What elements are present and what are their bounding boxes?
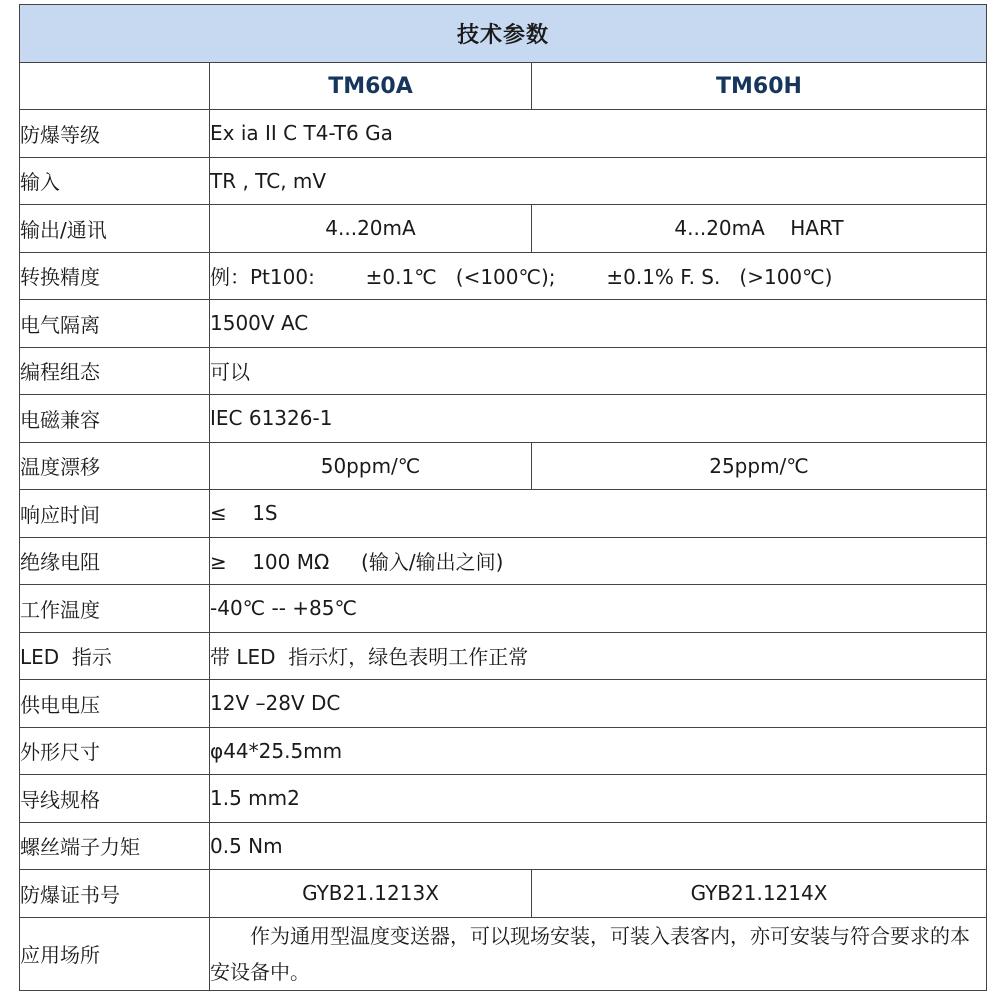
row-value: 0.5 Nm	[210, 822, 987, 870]
row-value: 例：Pt100: ±0.1℃ (<100℃); ±0.1% F. S. (>100℃)	[210, 252, 987, 300]
table-row	[20, 727, 987, 775]
row-label: 工作温度	[20, 585, 210, 633]
model-header-tm60h: TM60H	[532, 63, 987, 110]
row-value-tm60a: GYB21.1213X	[210, 870, 532, 918]
table-row	[20, 157, 987, 205]
row-value: φ44*25.5mm	[210, 727, 987, 775]
row-value: 1500V AC	[210, 300, 987, 348]
table-row	[20, 110, 987, 158]
model-header-tm60a: TM60A	[210, 63, 532, 110]
row-value-tm60a: 4...20mA	[210, 205, 532, 253]
row-value-tm60a: 50ppm/℃	[210, 442, 532, 490]
row-value: ≤ 1S	[210, 490, 987, 538]
row-value-tm60h: 25ppm/℃	[532, 442, 987, 490]
row-label: 供电电压	[20, 680, 210, 728]
row-label: 输出/通讯	[20, 205, 210, 253]
row-label: 电气隔离	[20, 300, 210, 348]
row-label: 螺丝端子力矩	[20, 822, 210, 870]
table-row	[20, 585, 987, 633]
row-value-tm60h: 4...20mA HART	[532, 205, 987, 253]
row-value: 1.5 mm2	[210, 775, 987, 823]
row-label: 温度漂移	[20, 442, 210, 490]
table-row	[20, 632, 987, 680]
table-row	[20, 490, 987, 538]
table-row	[20, 252, 987, 300]
table-row	[20, 775, 987, 823]
table-row	[20, 205, 987, 253]
row-value: 可以	[210, 347, 987, 395]
table-title: 技术参数	[20, 5, 987, 63]
row-value: 12V –28V DC	[210, 680, 987, 728]
row-label: 导线规格	[20, 775, 210, 823]
table-row	[20, 537, 987, 585]
row-label: LED 指示	[20, 632, 210, 680]
row-label: 防爆等级	[20, 110, 210, 158]
row-label: 输入	[20, 157, 210, 205]
row-value: ≥ 100 MΩ (输入/输出之间)	[210, 537, 987, 585]
table-row	[20, 917, 987, 990]
row-value: 作为通用型温度变送器，可以现场安装，可装入表客内，亦可安装与符合要求的本安设备中。	[210, 917, 987, 990]
table-row	[20, 870, 987, 918]
row-value: 带 LED 指示灯，绿色表明工作正常	[210, 632, 987, 680]
table-row	[20, 822, 987, 870]
title-row	[20, 5, 987, 63]
spec-table	[19, 4, 987, 991]
row-label: 应用场所	[20, 917, 210, 990]
row-label: 响应时间	[20, 490, 210, 538]
row-label: 外形尺寸	[20, 727, 210, 775]
row-value: IEC 61326-1	[210, 395, 987, 443]
table-row	[20, 680, 987, 728]
model-header-empty	[20, 63, 210, 110]
model-header-row	[20, 63, 987, 110]
row-label: 转换精度	[20, 252, 210, 300]
row-value: Ex ia II C T4-T6 Ga	[210, 110, 987, 158]
row-label: 电磁兼容	[20, 395, 210, 443]
row-value-tm60h: GYB21.1214X	[532, 870, 987, 918]
table-row	[20, 300, 987, 348]
table-row	[20, 395, 987, 443]
row-label: 绝缘电阻	[20, 537, 210, 585]
table-row	[20, 347, 987, 395]
row-value: -40℃ -- +85℃	[210, 585, 987, 633]
row-value: TR , TC, mV	[210, 157, 987, 205]
row-label: 编程组态	[20, 347, 210, 395]
row-label: 防爆证书号	[20, 870, 210, 918]
table-row	[20, 442, 987, 490]
